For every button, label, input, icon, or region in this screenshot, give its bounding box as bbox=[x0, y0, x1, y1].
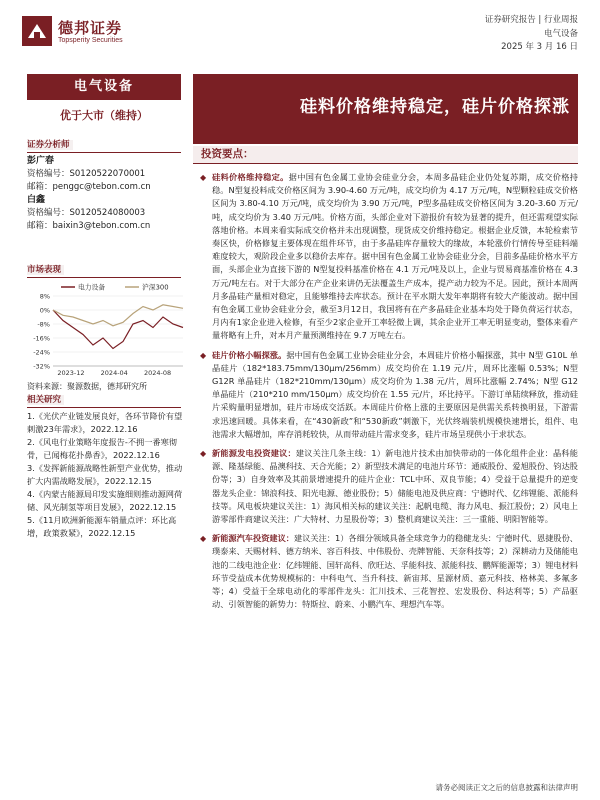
y-tick-label: 0% bbox=[39, 306, 50, 315]
related-research-item[interactable]: 1.《光伏产业链发展良好，各环节降价有望刺激23年需求》，2022.12.16 bbox=[27, 411, 183, 434]
report-body bbox=[200, 171, 578, 618]
paragraph-lead: 硅片价格小幅探涨。 bbox=[212, 349, 287, 360]
related-research-item[interactable]: 3.《发挥新能源战略性新型产业优势，推动扩大内需战略发展》，2022.12.15 bbox=[27, 463, 183, 486]
legend-label: 沪深300 bbox=[142, 283, 169, 292]
analyst-list bbox=[27, 155, 187, 233]
related-research-item[interactable]: 4.《内蒙古能源局印发实施细则推动源网荷储、风光制氢等项目发展》，2022.12.15 bbox=[27, 489, 183, 512]
keypoints-heading: 投资要点： bbox=[193, 146, 578, 164]
bullet-icon: ◆ bbox=[200, 173, 207, 182]
report-industry: 电气设备 bbox=[543, 28, 578, 39]
paragraph-text: 建议关注几条主线：1）新电池片技术由加快带动的一体化组件企业：晶科能源、隆基绿能、晶澳科技、天合光能；2）新型技术满足的电池片环节：通威股份、爱旭股份、钧达股份等；3）自身效率及其前景增速提升的硅片企业：TCL中环、双良节能；4）受益于总量提升的逆变器龙头企业：锦浪科技、阳光电源、德业股份；5）储能电池及供应商：宁德时代、亿纬锂能、派能科技等。风电板块建议关注：1）海风相关标的建议关注：起帆电缆、海力风电、振江股份；2）风电上游零部件商建议关注：广大特材、力星股份等；3）整机商建议关注：三一重能、明阳智能等。 bbox=[212, 448, 578, 525]
paragraph-lead: 硅料价格维持稳定。 bbox=[212, 172, 289, 182]
related-section-title: 相关研究 bbox=[27, 394, 181, 408]
analyst-cert: 资格编号：S0120522070001 bbox=[27, 169, 146, 179]
body-paragraph bbox=[200, 349, 578, 441]
y-tick-label: -32% bbox=[33, 362, 50, 371]
related-research-list bbox=[27, 410, 187, 540]
logo-text-en: Topsperity Securities bbox=[58, 37, 123, 44]
paragraph-lead: 新能源汽车投资建议： bbox=[212, 533, 294, 544]
disclaimer-footer: 请务必阅读正文之后的信息披露和法律声明 bbox=[435, 783, 578, 792]
market-performance-chart bbox=[27, 280, 187, 380]
body-paragraph bbox=[200, 447, 578, 526]
series-line-csi300 bbox=[53, 305, 183, 326]
title-banner bbox=[193, 74, 578, 144]
y-tick-label: -24% bbox=[33, 348, 50, 357]
report-type: 证券研究报告 | 行业周报 bbox=[484, 15, 578, 25]
paragraph-text: 据中国有色金属工业协会硅业分会，本周硅片价格小幅探涨，其中 N型 G10L 单晶硅片（182*183.75mm/130μm/256mm）成交均价在 1.19 元/片，周环比涨幅 0.53%；N型 G12R 单晶硅片（182*210mm/130μm）成交均价为 1.38 元/片，周环比涨幅 2.74%；N型 G12 单晶硅片（210*210 mm/150μm）成交均价在 1.55 元/片，环比持平。下游订单陆续释放，推动硅片采购量明显增加，硅片市场成交活跃。本周硅片价格上涨的主要原因是供需关系转换明显，下游需求迅速回暖。具体来看，在“430新政”和“530新政”刺激下，光伏终端装机规模快速增长，组件、电池需求大幅增加，库存消耗较快，从而带动硅片需求变多，硅片市场呈现供小于求状态。 bbox=[212, 349, 578, 439]
bullet-icon: ◆ bbox=[200, 350, 207, 360]
series-line-electrical-equipment bbox=[53, 310, 183, 349]
report-title: 硅料价格维持稳定，硅片价格探涨 bbox=[300, 97, 570, 117]
company-logo bbox=[22, 14, 162, 50]
analyst-section-title: 证券分析师 bbox=[27, 139, 181, 153]
related-research-item[interactable]: 2.《风电行业策略年度报告-不拥一番寒彻骨，已闻梅花扑鼻香》，2022.12.16 bbox=[27, 437, 177, 460]
sector-label: 电气设备 bbox=[27, 74, 181, 100]
bullet-icon: ◆ bbox=[200, 449, 207, 459]
x-tick-label: 2024-04 bbox=[100, 369, 128, 377]
x-tick-label: 2024-08 bbox=[144, 369, 172, 377]
body-paragraph bbox=[200, 532, 578, 611]
y-tick-label: -16% bbox=[33, 334, 50, 343]
investment-rating: 优于大市（维持） bbox=[60, 109, 148, 122]
analyst-cert: 资格编号：S0120524080003 bbox=[27, 208, 146, 218]
y-tick-label: 8% bbox=[39, 292, 50, 301]
x-tick-label: 2023-12 bbox=[57, 369, 85, 377]
analyst-email[interactable]: 邮箱：penggc@tebon.com.cn bbox=[27, 182, 151, 192]
bullet-icon: ◆ bbox=[200, 534, 207, 544]
analyst-name: 彭广春 bbox=[27, 156, 55, 166]
related-research-item[interactable]: 5.《11月欧洲新能源车销量点评：环比高增，政策救紧》，2022.12.15 bbox=[27, 515, 177, 538]
analyst-name: 白鑫 bbox=[27, 195, 46, 205]
logo-mark-icon bbox=[22, 16, 52, 46]
y-tick-label: -8% bbox=[37, 320, 50, 329]
analyst-entry bbox=[27, 194, 187, 233]
market-section-title: 市场表现 bbox=[27, 264, 181, 278]
analyst-entry bbox=[27, 155, 187, 194]
paragraph-text: 建议关注：1）各细分领域具备全球竞争力的稳健龙头：宁德时代、恩捷股份、璞泰来、天赐材料、德方纳米、容百科技、中伟股份、壳牌智能、天奈科技等；2）深耕动力及储能电池的二线电池企业：亿纬锂能、国轩高科、欣旺达、孚能科技、派能科技、鹏辉能源等；3）锂电材料环节受益成本优势规模标的：中科电气、当升科技、新宙邦、星源材质、嘉元科技、格林美、多氟多等；4）受益于全球电动化的零部件龙头：汇川技术、三花智控、宏发股份、科达利等；5）产品驱动、引领智能的新势力：特斯拉、蔚来、小鹏汽车、理想汽车等。 bbox=[212, 533, 578, 610]
paragraph-text: 据中国有色金属工业协会硅业分会，本周多晶硅企业仍处复苏期，成交价格持稳。N型复投料成交价格区间为 3.90-4.60 万元/吨，成交均价为 4.17 万元/吨，N型颗粒硅成交价格区间为 3.80-4.10 万元/吨，成交均价为 3.90 万元/吨，P型多晶硅成交价格区间为 3.20-3.60 万元/吨，成交均价为 3.40 万元/吨。价格方面，头部企业对下游报价有较为显著的提升，但还需观望实际落地价格。本周来看实际成交价格并未出现调整，现货成交价维持稳定。根据企业反馈，本轮检索节奏区快，价格修复主要体现在组件环节，由于多晶硅库存量较大的缘故，本轮涨价行情传导至硅料端难度较大，观阶段企业多以稳价去库存。据中国有色金属工业协会硅业分会，目前多晶硅价格水平方面，头部企业为直接下游的 N型复投料基准价格在 4.1 万元/吨及以上，企业与贸易商基准价格在 4.3 万元/吨左右。对于大部分在产企业来讲仍无法覆盖生产成本，提产动力较为不足。因此，预计本周两月多晶硅产量相对稳定，且能够维持去库状态。预计在平水期大发年率期将有较大产能波动。据中国有色金属工业协会硅业分会，截至3月12日，我国将有在产多晶硅企业基本均处于降负荷运行状态，月内有1家企业进入检修，有至少2家企业开工率轻微上调，其余企业开工率无明显变动，整体来看产量将略有上升，对本月产量预测维持在 9.7 万吨左右。 bbox=[212, 172, 578, 341]
analyst-email[interactable]: 邮箱：baixin3@tebon.com.cn bbox=[27, 221, 151, 231]
body-paragraph bbox=[200, 171, 578, 343]
paragraph-lead: 新能源发电投资建议： bbox=[212, 448, 296, 459]
logo-text-cn: 德邦证券 bbox=[58, 19, 123, 37]
report-date: 2025 年 3 月 16 日 bbox=[501, 42, 578, 52]
report-meta bbox=[318, 14, 578, 55]
legend-label: 电力设备 bbox=[78, 283, 106, 292]
chart-source: 资料来源：聚源数据，德邦研究所 bbox=[27, 382, 147, 391]
